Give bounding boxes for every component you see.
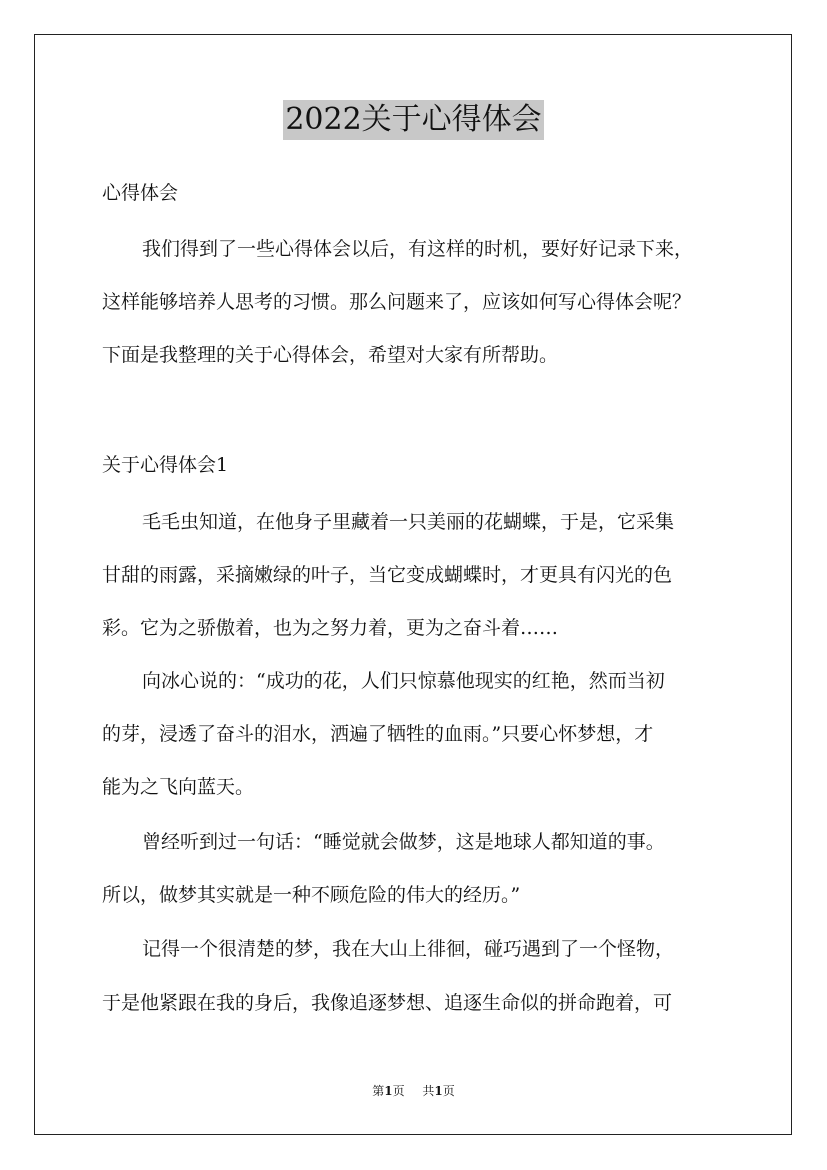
paragraph-1-line-2: 甘甜的雨露，采摘嫩绿的叶子，当它变成蝴蝶时，才更具有闪光的色 bbox=[102, 564, 673, 586]
footer-page-prefix: 第 bbox=[372, 1084, 385, 1098]
paragraph-1-line-3: 彩。它为之骄傲着，也为之努力着，更为之奋斗着…… bbox=[102, 617, 559, 639]
page-footer bbox=[0, 1083, 827, 1099]
title-container bbox=[0, 100, 827, 140]
section-label: 心得体会 bbox=[102, 182, 179, 204]
paragraph-4-line-2: 于是他紧跟在我的身后，我像追逐梦想、追逐生命似的拼命跑着，可 bbox=[102, 992, 673, 1014]
heading-1: 关于心得体会1 bbox=[102, 454, 229, 476]
paragraph-2-line-3: 能为之飞向蓝天。 bbox=[102, 776, 255, 798]
document-title: 2022关于心得体会 bbox=[283, 100, 543, 140]
paragraph-1-line-1: 毛毛虫知道，在他身子里藏着一只美丽的花蝴蝶，于是，它采集 bbox=[142, 511, 675, 533]
intro-line-2: 这样能够培养人思考的习惯。那么问题来了，应该如何写心得体会呢？ bbox=[102, 291, 692, 313]
paragraph-2-line-2: 的芽，浸透了奋斗的泪水，洒遍了牺牲的血雨。”只要心怀梦想，才 bbox=[102, 723, 654, 745]
footer-total-pages: 1 bbox=[434, 1084, 443, 1098]
footer-page-suffix: 页 bbox=[392, 1084, 405, 1098]
intro-line-1: 我们得到了一些心得体会以后，有这样的时机，要好好记录下来， bbox=[142, 238, 694, 260]
footer-total-suffix: 页 bbox=[442, 1084, 455, 1098]
intro-line-3: 下面是我整理的关于心得体会，希望对大家有所帮助。 bbox=[102, 344, 559, 366]
paragraph-3-line-1: 曾经听到过一句话：“睡觉就会做梦，这是地球人都知道的事。 bbox=[142, 831, 665, 853]
paragraph-4-line-1: 记得一个很清楚的梦，我在大山上徘徊，碰巧遇到了一个怪物， bbox=[142, 938, 675, 960]
footer-page-number: 1 bbox=[384, 1084, 393, 1098]
paragraph-3-line-2: 所以，做梦其实就是一种不顾危险的伟大的经历。” bbox=[102, 884, 521, 906]
paragraph-2-line-1: 向冰心说的：“成功的花，人们只惊慕他现实的红艳，然而当初 bbox=[142, 670, 665, 692]
footer-total-prefix: 共 bbox=[422, 1084, 435, 1098]
